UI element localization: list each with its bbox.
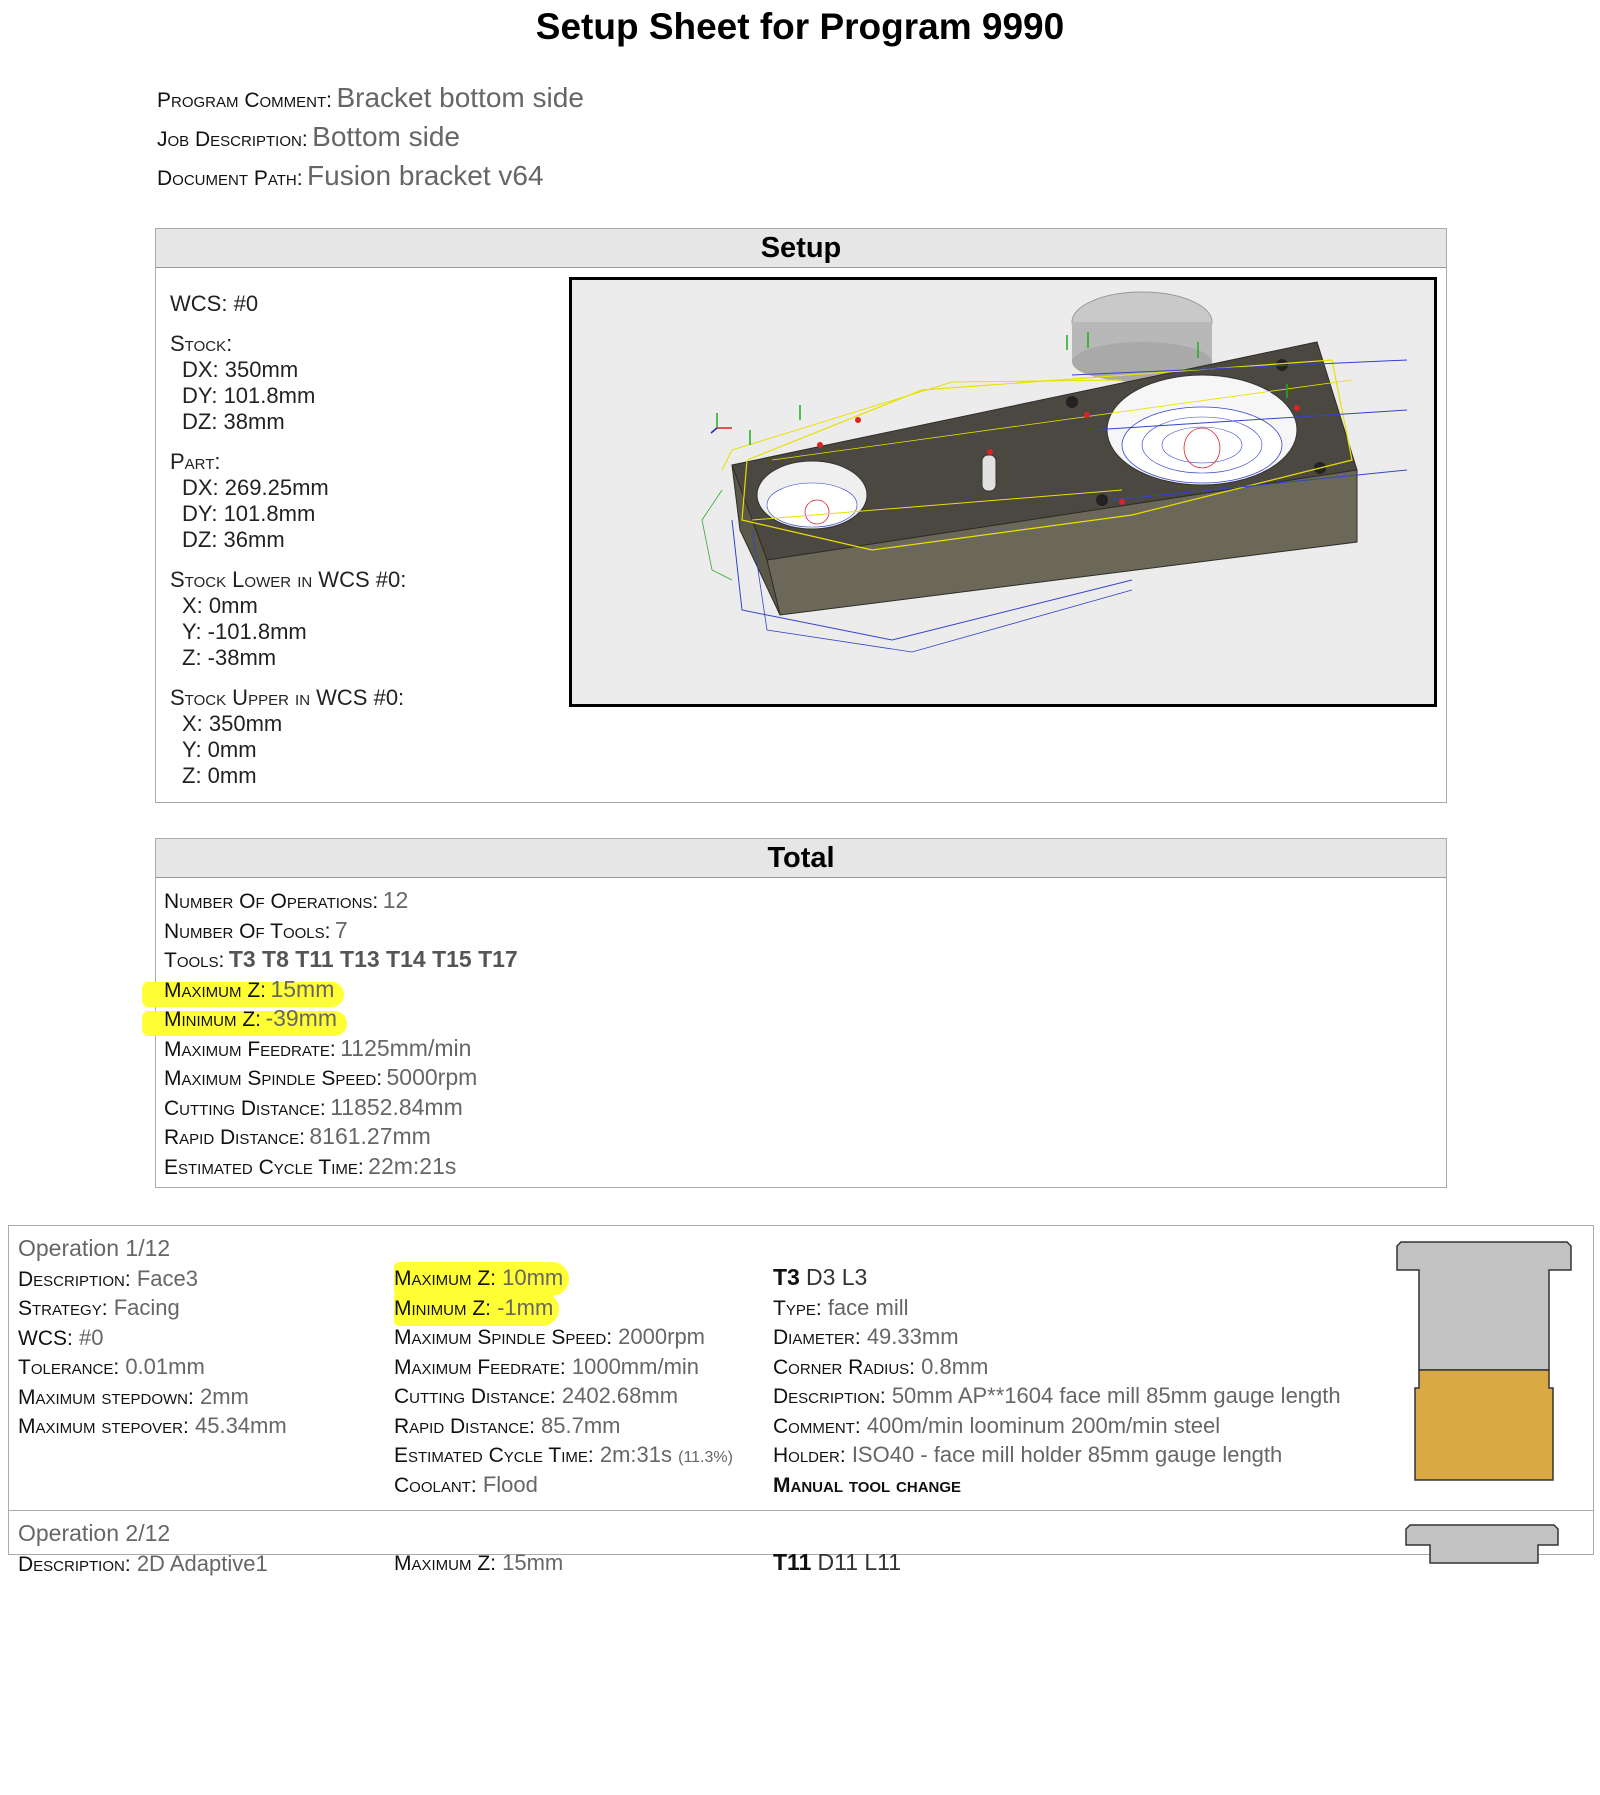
op2-tool-id: T11 bbox=[773, 1549, 812, 1575]
bracket-model-illustration bbox=[572, 280, 1434, 704]
op2-description-label: Description: bbox=[18, 1552, 131, 1576]
operation-2-motion bbox=[394, 1548, 563, 1578]
op1-spindle-value: 2000rpm bbox=[618, 1324, 706, 1349]
total-max-spindle-value: 5000rpm bbox=[386, 1064, 478, 1090]
total-cutting-distance-value: 11852.84mm bbox=[330, 1093, 463, 1120]
op1-diameter-label: Diameter: bbox=[773, 1326, 861, 1349]
total-cycle-time-row bbox=[164, 1152, 1438, 1182]
program-comment-row bbox=[157, 78, 584, 117]
op1-min-z-label: Minimum Z: bbox=[394, 1296, 491, 1320]
op1-feedrate-value: 1000mm/min bbox=[571, 1353, 700, 1379]
op1-rapid-value: 85.7mm bbox=[541, 1412, 621, 1438]
op1-stepover-value: 45.34mm bbox=[194, 1413, 287, 1438]
job-description-label: Job Description: bbox=[157, 128, 308, 151]
total-cutting-distance-row bbox=[164, 1093, 1438, 1123]
job-description-row bbox=[157, 117, 584, 156]
stock-upper-label: Stock Upper in WCS #0: bbox=[170, 685, 405, 710]
total-operations-value: 12 bbox=[382, 887, 409, 913]
wcs-label: WCS: bbox=[170, 291, 228, 316]
total-max-z-label: Maximum Z: bbox=[164, 978, 266, 1002]
operation-2-title: Operation 2/12 bbox=[18, 1520, 171, 1546]
op1-type-label: Type: bbox=[773, 1296, 822, 1320]
stock-dy: DY: 101.8mm bbox=[182, 383, 316, 408]
total-tools-row bbox=[164, 945, 1438, 975]
op1-tolerance-value: 0.01mm bbox=[125, 1354, 205, 1379]
op1-cycle-label: Estimated Cycle Time: bbox=[394, 1444, 594, 1467]
operation-1-title: Operation 1/12 bbox=[18, 1235, 171, 1261]
total-min-z-row bbox=[164, 1004, 1438, 1034]
stock-upper-z: Z: 0mm bbox=[182, 763, 257, 788]
part-label: Part: bbox=[170, 449, 221, 474]
program-comment-label: Program Comment: bbox=[157, 89, 332, 112]
total-tools-count-row bbox=[164, 916, 1438, 946]
setup-panel bbox=[155, 228, 1447, 803]
stock-lower-label: Stock Lower in WCS #0: bbox=[170, 567, 407, 592]
stock-upper-x: X: 350mm bbox=[182, 711, 283, 736]
total-cycle-time-value: 22m:21s bbox=[368, 1152, 457, 1179]
total-max-spindle-row bbox=[164, 1063, 1438, 1093]
wcs-row bbox=[170, 291, 550, 317]
total-max-z-row bbox=[164, 975, 1438, 1005]
program-info bbox=[157, 78, 584, 195]
total-operations-label: Number Of Operations: bbox=[164, 890, 379, 913]
total-cycle-time-label: Estimated Cycle Time: bbox=[164, 1155, 364, 1179]
operation-1-general bbox=[18, 1234, 378, 1441]
op2-description-value: 2D Adaptive1 bbox=[136, 1550, 268, 1576]
total-cutting-distance-label: Cutting Distance: bbox=[164, 1096, 326, 1120]
stock-lower-z: Z: -38mm bbox=[182, 645, 277, 670]
op1-cycle-value: 2m:31s bbox=[599, 1442, 672, 1467]
stock-dz: DZ: 38mm bbox=[182, 409, 285, 434]
op2-max-z-label: Maximum Z: bbox=[394, 1552, 496, 1575]
op1-strategy-label: Strategy: bbox=[18, 1297, 108, 1320]
op1-tool-id: T3 bbox=[773, 1264, 800, 1290]
total-tools-count-label: Number Of Tools: bbox=[164, 919, 331, 943]
operation-card bbox=[9, 1226, 1593, 1511]
total-tools-label: Tools: bbox=[164, 949, 225, 972]
op1-comment-value: 400m/min loominum 200m/min steel bbox=[866, 1412, 1221, 1438]
total-list bbox=[156, 878, 1446, 1181]
op1-tool-desc-value: 50mm AP**1604 face mill 85mm gauge length bbox=[891, 1383, 1341, 1408]
wcs-value: #0 bbox=[233, 291, 259, 316]
op1-cutting-value: 2402.68mm bbox=[561, 1383, 679, 1408]
total-operations-row bbox=[164, 886, 1438, 916]
document-path-row bbox=[157, 156, 584, 195]
op1-wcs-value: #0 bbox=[78, 1324, 104, 1350]
document-path-value: Fusion bracket v64 bbox=[307, 160, 544, 191]
op1-stepdown-value: 2mm bbox=[199, 1383, 249, 1409]
setup-details bbox=[170, 291, 550, 789]
operation-2-general bbox=[18, 1519, 378, 1578]
op1-tool-desc-label: Description: bbox=[773, 1385, 886, 1408]
op1-tolerance-label: Tolerance: bbox=[18, 1356, 120, 1379]
part-dz: DZ: 36mm bbox=[182, 527, 285, 552]
op1-max-z-label: Maximum Z: bbox=[394, 1267, 496, 1290]
op1-wcs-label: WCS: bbox=[18, 1326, 73, 1350]
total-max-feedrate-row bbox=[164, 1034, 1438, 1064]
total-max-feedrate-value: 1125mm/min bbox=[340, 1034, 472, 1061]
op1-corner-value: 0.8mm bbox=[921, 1353, 989, 1379]
setup-3d-preview bbox=[569, 277, 1437, 707]
operation-card bbox=[9, 1511, 1593, 1795]
op1-corner-label: Corner Radius: bbox=[773, 1355, 916, 1379]
op2-tool-dl: D11 L11 bbox=[817, 1549, 902, 1575]
job-description-value: Bottom side bbox=[312, 121, 460, 152]
page-title: Setup Sheet for Program 9990 bbox=[535, 6, 1065, 47]
op1-type-value: face mill bbox=[827, 1294, 909, 1320]
total-max-z-value: 15mm bbox=[270, 975, 335, 1002]
part-dx: DX: 269.25mm bbox=[182, 475, 329, 500]
total-min-z-value: -39mm bbox=[265, 1005, 337, 1031]
op1-max-z-value: 10mm bbox=[502, 1265, 564, 1290]
total-tools-count-value: 7 bbox=[334, 916, 348, 943]
stock-lower-x: X: 0mm bbox=[182, 593, 258, 618]
op1-spindle-label: Maximum Spindle Speed: bbox=[394, 1326, 613, 1349]
op1-description-label: Description: bbox=[18, 1267, 131, 1291]
op1-rapid-label: Rapid Distance: bbox=[394, 1414, 535, 1438]
document-path-label: Document Path: bbox=[157, 167, 303, 190]
face-mill-tool-icon bbox=[1389, 1240, 1579, 1490]
op1-stepover-label: Maximum stepover: bbox=[18, 1415, 189, 1438]
op1-stepdown-label: Maximum stepdown: bbox=[18, 1385, 194, 1409]
total-max-spindle-label: Maximum Spindle Speed: bbox=[164, 1067, 383, 1090]
total-heading: Total bbox=[156, 839, 1446, 878]
op1-feedrate-label: Maximum Feedrate: bbox=[394, 1355, 566, 1379]
op1-tool-dl: D3 L3 bbox=[805, 1264, 868, 1290]
total-max-feedrate-label: Maximum Feedrate: bbox=[164, 1037, 336, 1061]
op1-holder-label: Holder: bbox=[773, 1444, 846, 1467]
op1-diameter-value: 49.33mm bbox=[866, 1324, 959, 1349]
operation-1-tool bbox=[773, 1263, 1373, 1499]
op1-strategy-value: Facing bbox=[113, 1295, 180, 1320]
op1-coolant-value: Flood bbox=[482, 1471, 538, 1497]
op1-coolant-label: Coolant: bbox=[394, 1473, 477, 1497]
operations-list bbox=[8, 1225, 1594, 1576]
op1-description-value: Face3 bbox=[136, 1265, 198, 1291]
total-rapid-distance-row bbox=[164, 1122, 1438, 1152]
end-mill-tool-icon bbox=[1404, 1523, 1564, 1563]
operation-2-tool bbox=[773, 1548, 901, 1578]
program-comment-value: Bracket bottom side bbox=[336, 82, 584, 113]
op1-manual-change: Manual tool change bbox=[773, 1473, 962, 1497]
operation-1-motion bbox=[394, 1263, 774, 1499]
total-panel bbox=[155, 838, 1447, 1188]
op2-max-z-value: 15mm bbox=[502, 1550, 564, 1575]
op1-min-z-value: -1mm bbox=[497, 1294, 554, 1320]
part-dy: DY: 101.8mm bbox=[182, 501, 316, 526]
stock-upper-y: Y: 0mm bbox=[182, 737, 257, 762]
total-rapid-distance-label: Rapid Distance: bbox=[164, 1126, 305, 1149]
total-rapid-distance-value: 8161.27mm bbox=[309, 1123, 431, 1149]
total-min-z-label: Minimum Z: bbox=[164, 1008, 261, 1031]
stock-lower-y: Y: -101.8mm bbox=[182, 619, 307, 644]
op1-comment-label: Comment: bbox=[773, 1414, 861, 1438]
total-tools-value: T3 T8 T11 T13 T14 T15 T17 bbox=[228, 946, 518, 972]
setup-heading: Setup bbox=[156, 229, 1446, 268]
op1-cycle-percent: (11.3%) bbox=[678, 1449, 733, 1466]
op1-holder-value: ISO40 - face mill holder 85mm gauge length bbox=[851, 1442, 1283, 1467]
stock-dx: DX: 350mm bbox=[182, 357, 299, 382]
stock-label: Stock: bbox=[170, 331, 233, 356]
op1-cutting-label: Cutting Distance: bbox=[394, 1385, 556, 1408]
